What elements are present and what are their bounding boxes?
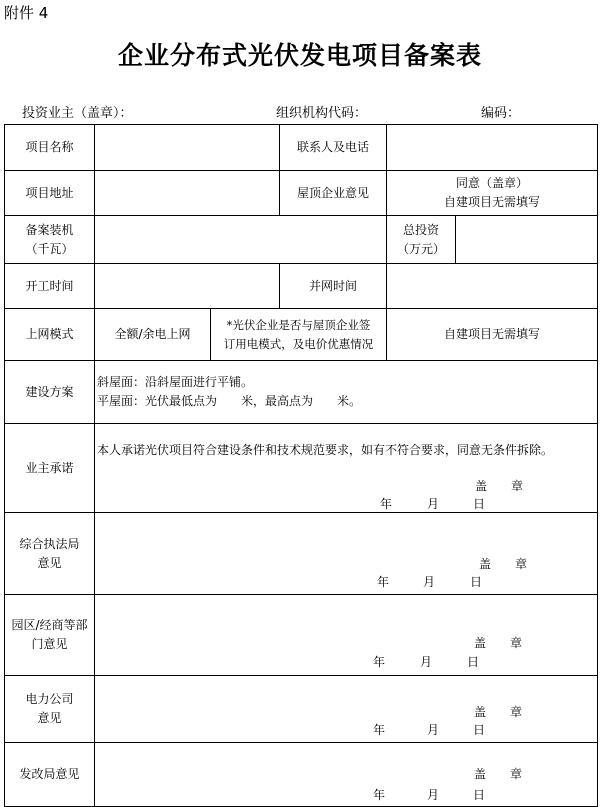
owner-commitment-text: 本人承诺光伏项目符合建设条件和技术规范要求，如有不符合要求，同意无条件拆除。 (97, 443, 554, 457)
ndrc-year: 年 (373, 788, 386, 802)
law-bureau-label (5, 513, 94, 594)
owner-seal-label: 投资业主（盖章）： (22, 106, 133, 121)
park-year: 年 (373, 655, 386, 669)
power-company-month: 月 (427, 723, 440, 737)
park-label (5, 595, 94, 675)
park-day: 日 (467, 655, 480, 669)
grid-mode-label: 上网模式 (25, 327, 74, 341)
project-name-field[interactable] (95, 125, 279, 170)
power-company-label-line1: 电力公司 (25, 692, 74, 706)
owner-seal-year: 年 (380, 497, 393, 511)
sloped-roof-text: 斜屋面：沿斜屋面进行平铺。 (97, 375, 254, 389)
project-name-label: 项目名称 (25, 140, 74, 154)
owner-seal-day: 日 (473, 497, 486, 511)
power-company-stamp: 盖 章 (474, 705, 523, 719)
contact-label: 联系人及电话 (296, 140, 369, 154)
park-month: 月 (420, 655, 433, 669)
flat-roof-text: 平屋面：光伏最低点为 米，最高点为 米。 (97, 394, 362, 408)
roof-self-build-text: 自建项目无需填写 (443, 195, 540, 209)
grid-mode-value[interactable]: 全额/余电上网 (114, 327, 191, 341)
law-bureau-month: 月 (423, 575, 436, 589)
project-address-field[interactable] (95, 171, 279, 215)
law-bureau-label-line1: 综合执法局 (19, 536, 80, 551)
investment-label (387, 216, 455, 263)
org-code-label: 组织机构代码： (276, 106, 368, 121)
power-company-label-line2: 意见 (37, 711, 62, 725)
law-bureau-label-line2: 意见 (37, 555, 62, 570)
power-agreement-note-line1: *光伏企业是否与屋顶企业签 (226, 317, 371, 332)
grid-time-label: 并网时间 (308, 278, 357, 293)
ndrc-label: 发改局意见 (19, 767, 80, 781)
power-company-year: 年 (373, 723, 386, 737)
power-agreement-note (211, 309, 386, 360)
owner-commitment-label: 业主承诺 (25, 460, 74, 475)
attachment-label: 附件 4 (4, 4, 49, 22)
capacity-label-line2: （千瓦） (25, 241, 74, 256)
law-bureau-day: 日 (470, 575, 483, 589)
project-address-label: 项目地址 (25, 185, 74, 200)
roof-consent-text: 同意（盖章） (455, 176, 528, 190)
park-stamp: 盖 章 (474, 636, 523, 650)
contact-field[interactable] (387, 125, 597, 170)
capacity-label (5, 216, 94, 263)
power-agreement-field[interactable]: 自建项目无需填写 (443, 327, 540, 341)
ndrc-month: 月 (427, 788, 440, 802)
investment-label-line2: （万元） (396, 241, 445, 256)
power-company-day: 日 (473, 723, 486, 737)
number-label: 编码： (481, 106, 521, 121)
roof-opinion-field[interactable] (387, 171, 597, 215)
ndrc-stamp: 盖 章 (474, 767, 523, 781)
owner-seal-stamp: 盖 章 (475, 479, 524, 493)
park-label-line2: 门意见 (31, 637, 68, 651)
owner-seal-month: 月 (427, 497, 440, 511)
start-time-label: 开工时间 (25, 278, 74, 293)
investment-field[interactable] (456, 216, 597, 263)
construction-label: 建设方案 (25, 384, 74, 399)
start-time-field[interactable] (95, 264, 279, 308)
law-bureau-stamp: 盖 章 (479, 557, 528, 571)
park-label-line1: 园区/经商等部 (11, 618, 88, 632)
capacity-label-line1: 备案装机 (25, 222, 74, 237)
law-bureau-year: 年 (377, 575, 390, 589)
page-title: 企业分布式光伏发电项目备案表 (117, 41, 482, 70)
grid-time-field[interactable] (387, 264, 597, 308)
ndrc-day: 日 (473, 788, 486, 802)
capacity-field[interactable] (95, 216, 386, 263)
investment-label-line1: 总投资 (402, 222, 439, 237)
roof-opinion-label: 屋顶企业意见 (296, 185, 369, 200)
power-company-label (5, 676, 94, 742)
power-agreement-note-line2: 订用电模式，及电价优惠情况 (223, 336, 374, 351)
